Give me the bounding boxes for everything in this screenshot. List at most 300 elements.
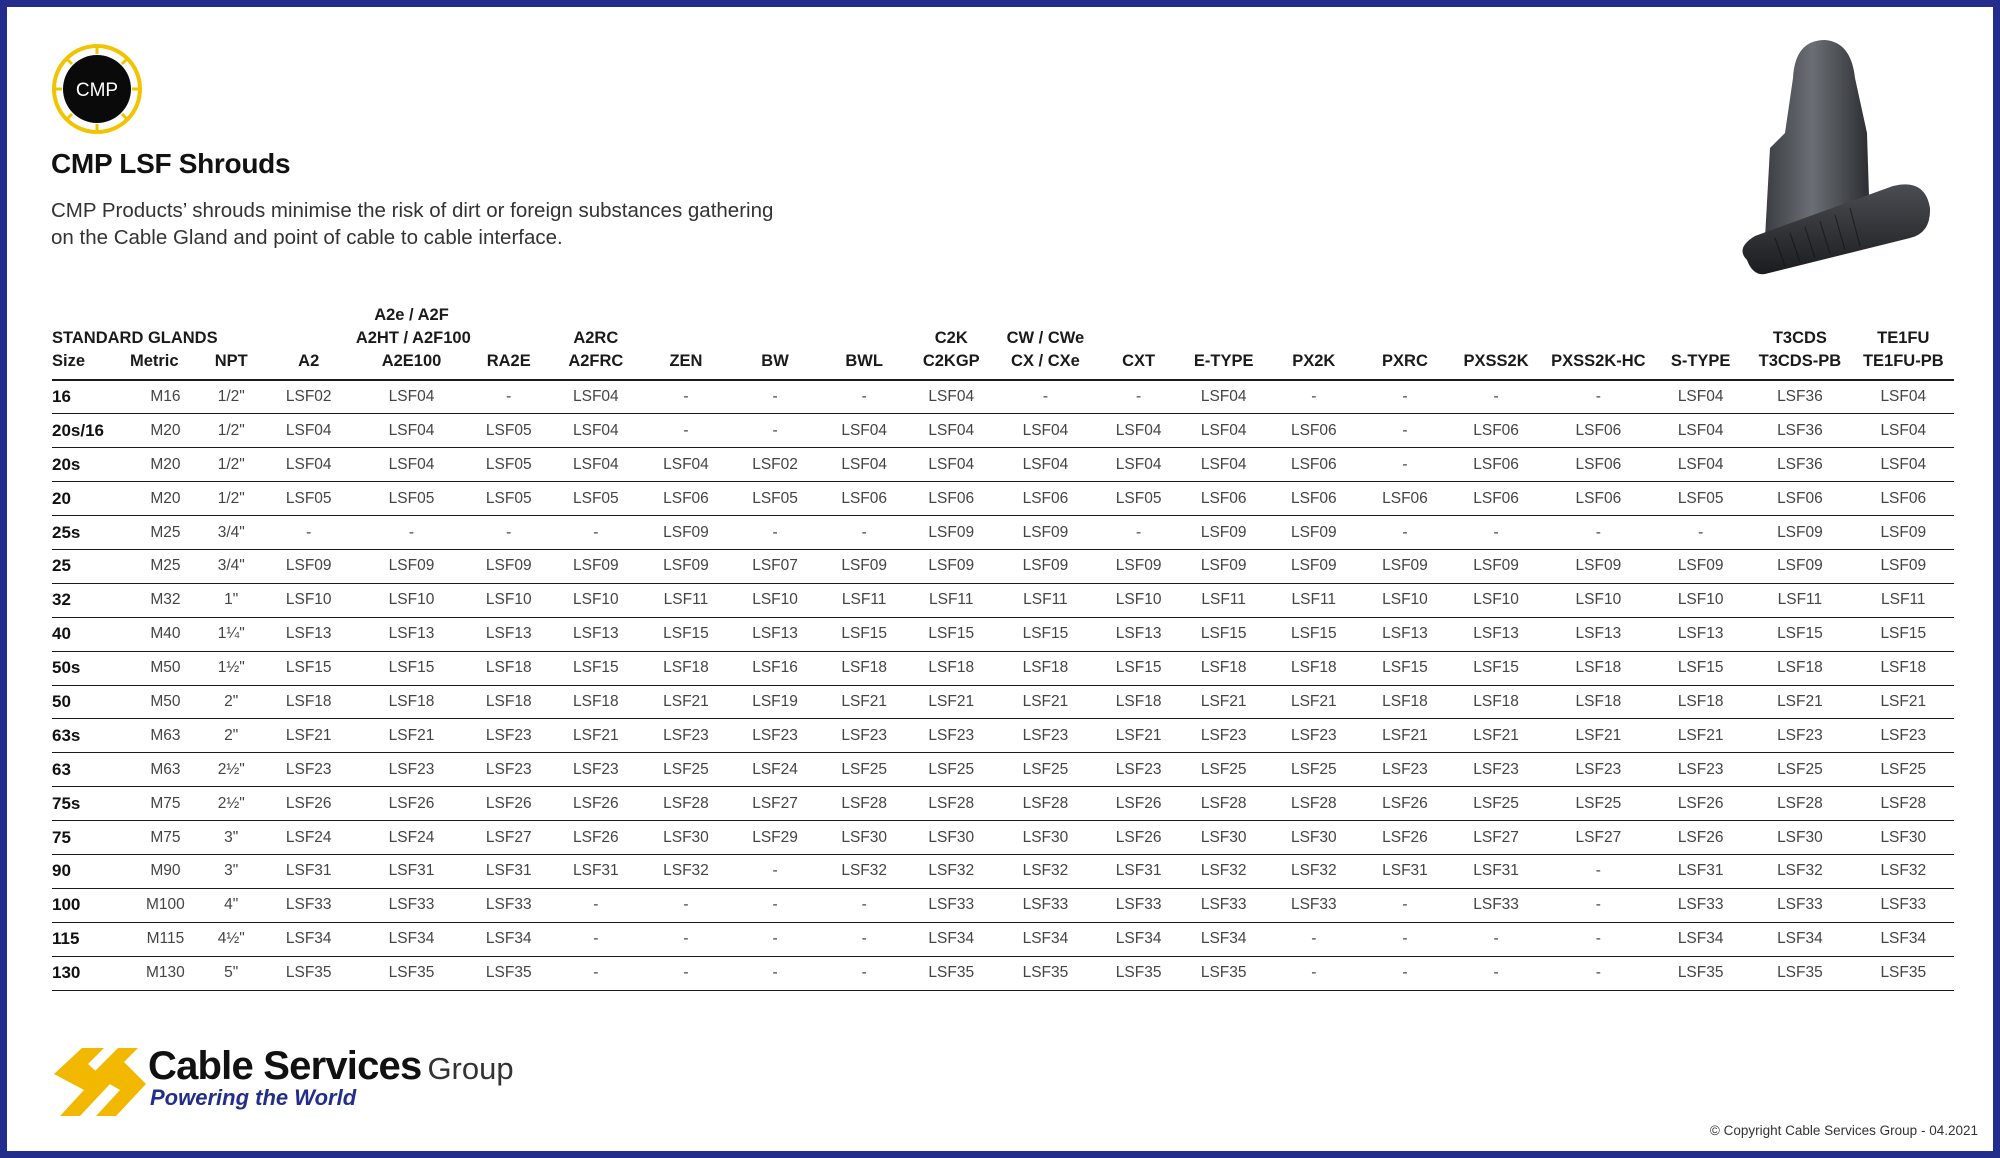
shroud-code-cell: - [1267,380,1360,414]
shroud-code-cell: LSF04 [1853,448,1954,482]
row-npt: 1" [201,583,262,617]
shroud-code-cell: LSF05 [1097,482,1180,516]
cmp-logo [52,44,142,134]
shroud-code-cell: LSF21 [1360,719,1449,753]
shroud-code-cell: LSF10 [550,583,641,617]
shroud-code-cell: LSF35 [1654,956,1747,990]
shroud-code-cell: LSF24 [262,821,356,855]
shroud-code-cell: LSF04 [909,380,994,414]
row-size: 20 [52,482,130,516]
shroud-code-cell: LSF02 [731,448,820,482]
shroud-code-cell: LSF09 [1180,516,1267,550]
shroud-code-cell: LSF06 [1543,482,1654,516]
row-size: 20s [52,448,130,482]
shroud-code-cell: LSF26 [1360,821,1449,855]
row-metric: M75 [130,787,201,821]
shroud-code-cell: LSF06 [1543,414,1654,448]
shroud-code-cell: LSF26 [1360,787,1449,821]
shroud-code-cell: - [641,380,730,414]
shroud-code-cell: LSF04 [356,448,467,482]
table-row [52,956,1954,990]
shroud-code-cell: LSF34 [1853,922,1954,956]
column-header: PX2K [1267,304,1360,380]
shroud-code-cell: LSF36 [1747,414,1852,448]
shroud-code-cell: - [641,922,730,956]
row-metric: M63 [130,753,201,787]
shroud-code-cell: LSF21 [1180,685,1267,719]
shroud-code-cell: LSF09 [909,516,994,550]
shroud-code-cell: LSF09 [1853,516,1954,550]
shroud-code-cell: LSF18 [994,651,1097,685]
row-metric: M75 [130,821,201,855]
shroud-code-cell: LSF23 [467,753,550,787]
shroud-code-cell: LSF27 [467,821,550,855]
shroud-code-cell: LSF06 [1180,482,1267,516]
shroud-code-cell: LSF25 [1543,787,1654,821]
shroud-code-cell: LSF23 [356,753,467,787]
shroud-code-cell: - [1267,922,1360,956]
shroud-code-cell: LSF05 [1654,482,1747,516]
row-metric: M63 [130,719,201,753]
shroud-code-cell: LSF04 [1654,380,1747,414]
shroud-code-cell: LSF06 [909,482,994,516]
shroud-code-cell: - [550,922,641,956]
shroud-code-cell: LSF10 [1654,583,1747,617]
shroud-code-cell: - [356,516,467,550]
row-size: 16 [52,380,130,414]
shroud-code-cell: LSF21 [1543,719,1654,753]
shroud-code-cell: LSF05 [467,414,550,448]
column-header: TE1FU TE1FU-PB [1853,304,1954,380]
shroud-code-cell: LSF21 [641,685,730,719]
row-npt: 1/2" [201,448,262,482]
shroud-code-cell: LSF32 [909,854,994,888]
shroud-code-cell: LSF32 [641,854,730,888]
shroud-code-cell: - [467,380,550,414]
row-metric: M20 [130,482,201,516]
shroud-code-cell: LSF35 [1180,956,1267,990]
shroud-code-cell: LSF04 [550,380,641,414]
row-size: 100 [52,888,130,922]
shroud-code-cell: LSF05 [262,482,356,516]
shroud-code-cell: LSF28 [1853,787,1954,821]
shroud-code-cell: LSF25 [820,753,909,787]
shroud-code-cell: LSF10 [1360,583,1449,617]
shroud-code-cell: LSF23 [641,719,730,753]
shroud-code-cell: LSF16 [731,651,820,685]
shroud-code-cell: LSF33 [1097,888,1180,922]
column-header: A2RC A2FRC [550,304,641,380]
shroud-code-cell: LSF13 [1543,617,1654,651]
shroud-code-cell: LSF18 [1267,651,1360,685]
shroud-code-cell: LSF09 [1450,549,1543,583]
shroud-code-cell: LSF18 [356,685,467,719]
table-row [52,583,1954,617]
shroud-code-cell: LSF21 [1654,719,1747,753]
shroud-code-cell: LSF18 [820,651,909,685]
shroud-code-cell: LSF18 [641,651,730,685]
shroud-code-cell: - [1360,888,1449,922]
column-header: RA2E [467,304,550,380]
shroud-code-cell: LSF21 [550,719,641,753]
row-metric: M25 [130,549,201,583]
shroud-code-cell: LSF09 [1097,549,1180,583]
row-npt: 3/4" [201,549,262,583]
shroud-code-cell: LSF30 [1267,821,1360,855]
page-title: CMP LSF Shrouds [51,148,291,179]
shroud-code-cell: LSF30 [1853,821,1954,855]
shroud-code-cell: LSF23 [1097,753,1180,787]
shroud-code-cell: LSF04 [356,380,467,414]
shroud-code-cell: LSF04 [550,448,641,482]
shroud-code-cell: LSF15 [1853,617,1954,651]
shroud-code-cell: LSF34 [467,922,550,956]
table-row [52,482,1954,516]
shroud-code-cell: LSF06 [1360,482,1449,516]
shroud-code-cell: LSF23 [1654,753,1747,787]
shroud-code-cell: LSF06 [1853,482,1954,516]
shroud-code-cell: - [1543,922,1654,956]
row-npt: 1¼" [201,617,262,651]
shroud-code-cell: LSF11 [1267,583,1360,617]
row-size: 75s [52,787,130,821]
shroud-code-cell: LSF35 [262,956,356,990]
shroud-code-cell: LSF06 [1450,482,1543,516]
row-size: 63s [52,719,130,753]
shroud-code-cell: LSF04 [1097,414,1180,448]
shroud-code-cell: LSF21 [356,719,467,753]
row-metric: M16 [130,380,201,414]
shroud-code-cell: LSF04 [1853,380,1954,414]
shroud-code-cell: LSF04 [820,414,909,448]
shroud-code-cell: - [641,888,730,922]
shroud-code-cell: LSF06 [1267,448,1360,482]
shroud-code-cell: LSF09 [641,516,730,550]
shroud-code-cell: LSF11 [1853,583,1954,617]
shroud-code-cell: - [1267,956,1360,990]
shroud-code-cell: - [1360,414,1449,448]
table-row [52,719,1954,753]
shroud-code-cell: - [1543,854,1654,888]
shroud-code-cell: LSF05 [731,482,820,516]
shroud-code-cell: LSF21 [1450,719,1543,753]
shroud-code-cell: LSF18 [262,685,356,719]
shroud-code-cell: LSF10 [1097,583,1180,617]
shroud-code-cell: LSF10 [731,583,820,617]
shroud-code-cell: LSF09 [820,549,909,583]
shroud-code-cell: LSF25 [1267,753,1360,787]
shroud-code-cell: LSF33 [1450,888,1543,922]
shroud-code-cell: LSF31 [356,854,467,888]
shroud-code-cell: LSF25 [994,753,1097,787]
row-npt: 5" [201,956,262,990]
shroud-code-cell: LSF32 [994,854,1097,888]
shroud-code-cell: LSF23 [994,719,1097,753]
shroud-code-cell: LSF33 [1853,888,1954,922]
shroud-code-cell: LSF13 [1360,617,1449,651]
shroud-code-cell: LSF15 [820,617,909,651]
shroud-code-cell: LSF33 [994,888,1097,922]
shroud-code-cell: LSF33 [262,888,356,922]
shroud-code-cell: LSF18 [1543,685,1654,719]
shroud-code-cell: LSF33 [909,888,994,922]
shroud-code-cell: - [1360,922,1449,956]
shroud-code-cell: - [1450,516,1543,550]
row-npt: 4" [201,888,262,922]
shroud-code-cell: LSF23 [1360,753,1449,787]
shroud-code-cell: LSF28 [820,787,909,821]
row-size: 90 [52,854,130,888]
row-size: 25s [52,516,130,550]
shroud-code-cell: LSF15 [1097,651,1180,685]
shroud-code-cell: LSF06 [1543,448,1654,482]
shroud-code-cell: - [641,956,730,990]
shroud-code-cell: LSF04 [356,414,467,448]
shroud-code-cell: LSF13 [1097,617,1180,651]
shroud-code-cell: LSF36 [1747,380,1852,414]
shroud-code-cell: LSF18 [1450,685,1543,719]
shroud-code-cell: LSF23 [1747,719,1852,753]
logo-text: CMP [75,80,119,101]
shroud-code-cell: LSF18 [1543,651,1654,685]
shroud-code-cell: LSF34 [1654,922,1747,956]
table-row [52,448,1954,482]
table-row [52,854,1954,888]
row-size: 50 [52,685,130,719]
shroud-code-cell: LSF09 [467,549,550,583]
shroud-code-cell: LSF25 [1450,787,1543,821]
column-header: E-TYPE [1180,304,1267,380]
row-npt: 1/2" [201,414,262,448]
row-npt: 3" [201,854,262,888]
row-npt: 1½" [201,651,262,685]
row-npt: 4½" [201,922,262,956]
shroud-code-cell: - [1360,448,1449,482]
table-row [52,821,1954,855]
shroud-code-cell: LSF33 [1747,888,1852,922]
shroud-code-cell: LSF23 [820,719,909,753]
shroud-code-cell: LSF04 [909,448,994,482]
shroud-code-cell: LSF10 [262,583,356,617]
shroud-code-cell: LSF29 [731,821,820,855]
shroud-code-cell: LSF09 [356,549,467,583]
shroud-code-cell: LSF09 [1267,516,1360,550]
shroud-code-cell: LSF18 [1654,685,1747,719]
shroud-code-cell: LSF09 [641,549,730,583]
shroud-code-cell: LSF31 [1360,854,1449,888]
shroud-code-cell: LSF18 [550,685,641,719]
shroud-code-cell: LSF30 [994,821,1097,855]
shroud-code-cell: LSF15 [1747,617,1852,651]
row-npt: 2" [201,719,262,753]
shroud-code-cell: LSF30 [820,821,909,855]
shroud-code-cell: LSF32 [1853,854,1954,888]
table-row [52,888,1954,922]
row-metric: M115 [130,922,201,956]
shroud-code-cell: LSF31 [262,854,356,888]
shroud-code-cell: LSF21 [1267,685,1360,719]
row-metric: M20 [130,414,201,448]
shroud-code-cell: LSF32 [1180,854,1267,888]
shroud-code-cell: LSF36 [1747,448,1852,482]
shroud-code-cell: - [731,414,820,448]
shroud-code-cell: - [1450,956,1543,990]
table-row [52,549,1954,583]
shroud-code-cell: LSF31 [550,854,641,888]
shroud-code-cell: - [1450,922,1543,956]
shroud-code-cell: LSF09 [1180,549,1267,583]
table-row [52,414,1954,448]
shroud-code-cell: LSF24 [731,753,820,787]
shroud-code-cell: LSF15 [356,651,467,685]
shroud-code-cell: LSF09 [994,549,1097,583]
shroud-code-cell: LSF26 [1654,821,1747,855]
row-size: 50s [52,651,130,685]
shroud-code-cell: LSF21 [1853,685,1954,719]
shroud-code-cell: LSF15 [262,651,356,685]
shroud-code-cell: LSF27 [1543,821,1654,855]
column-header: A2e / A2F A2HT / A2F100 A2E100 [356,304,467,380]
row-size: 75 [52,821,130,855]
shroud-code-cell: LSF11 [909,583,994,617]
shroud-code-cell: - [1543,888,1654,922]
shroud-code-cell: LSF04 [994,448,1097,482]
shroud-selection-table [52,304,1954,991]
shroud-code-cell: LSF04 [1654,448,1747,482]
shroud-code-cell: LSF05 [356,482,467,516]
shroud-code-cell: LSF26 [550,821,641,855]
table-row [52,516,1954,550]
shroud-code-cell: LSF04 [641,448,730,482]
shroud-code-cell: LSF06 [1747,482,1852,516]
shroud-code-cell: LSF18 [1097,685,1180,719]
shroud-code-cell: LSF33 [1654,888,1747,922]
shroud-code-cell: LSF25 [1747,753,1852,787]
shroud-code-cell: LSF09 [262,549,356,583]
shroud-code-cell: LSF30 [909,821,994,855]
shroud-code-cell: LSF04 [550,414,641,448]
shroud-code-cell: LSF15 [1654,651,1747,685]
shroud-code-cell: LSF25 [909,753,994,787]
shroud-code-cell: LSF33 [1267,888,1360,922]
shroud-code-cell: LSF06 [1450,448,1543,482]
column-header: NPT [201,304,262,380]
shroud-code-cell: LSF15 [909,617,994,651]
shroud-code-cell: LSF18 [467,651,550,685]
shroud-code-cell: - [731,380,820,414]
row-metric: M32 [130,583,201,617]
shroud-code-cell: LSF04 [1180,448,1267,482]
shroud-code-cell: LSF09 [550,549,641,583]
shroud-code-cell: LSF21 [909,685,994,719]
shroud-code-cell: LSF31 [1097,854,1180,888]
shroud-code-cell: LSF25 [641,753,730,787]
shroud-code-cell: LSF04 [909,414,994,448]
company-tagline: Powering the World [150,1085,357,1110]
shroud-code-cell: LSF28 [1747,787,1852,821]
shroud-code-cell: LSF34 [1747,922,1852,956]
shroud-code-cell: LSF02 [262,380,356,414]
row-npt: 2" [201,685,262,719]
table-row [52,753,1954,787]
column-header: A2 [262,304,356,380]
shroud-code-cell: LSF18 [1180,651,1267,685]
row-metric: M20 [130,448,201,482]
row-size: 25 [52,549,130,583]
column-header: T3CDS T3CDS-PB [1747,304,1852,380]
shroud-code-cell: - [731,516,820,550]
shroud-code-cell: LSF09 [909,549,994,583]
shroud-code-cell: LSF10 [467,583,550,617]
shroud-code-cell: LSF23 [1180,719,1267,753]
copyright-text: © Copyright Cable Services Group - 04.2021 [1709,1123,1978,1138]
row-size: 115 [52,922,130,956]
row-npt: 2½" [201,787,262,821]
shroud-code-cell: LSF21 [820,685,909,719]
shroud-code-cell: LSF27 [1450,821,1543,855]
company-name: Cable Services Group [148,1044,514,1088]
row-metric: M40 [130,617,201,651]
shroud-code-cell: - [1360,956,1449,990]
shroud-code-cell: - [731,888,820,922]
shroud-code-cell: LSF04 [1853,414,1954,448]
shroud-code-cell: LSF11 [820,583,909,617]
shroud-code-cell: - [1097,380,1180,414]
shroud-code-cell: LSF23 [550,753,641,787]
shroud-code-cell: LSF35 [467,956,550,990]
shroud-code-cell: - [641,414,730,448]
shroud-code-cell: LSF13 [262,617,356,651]
shroud-code-cell: LSF26 [1097,821,1180,855]
row-npt: 3/4" [201,516,262,550]
column-header: C2K C2KGP [909,304,994,380]
shroud-code-cell: LSF13 [550,617,641,651]
column-header: ZEN [641,304,730,380]
shroud-code-cell: - [1543,956,1654,990]
shroud-code-cell: LSF11 [994,583,1097,617]
shroud-code-cell: LSF18 [1360,685,1449,719]
shroud-code-cell: LSF18 [909,651,994,685]
shroud-code-cell: LSF04 [1097,448,1180,482]
shroud-code-cell: LSF34 [356,922,467,956]
shroud-code-cell: - [1097,516,1180,550]
shroud-code-cell: LSF28 [994,787,1097,821]
shroud-code-cell: LSF09 [1654,549,1747,583]
company-suffix: Group [427,1051,514,1086]
shroud-code-cell: LSF26 [550,787,641,821]
row-size: 20s/16 [52,414,130,448]
shroud-code-cell: LSF09 [1747,516,1852,550]
shroud-code-cell: LSF26 [262,787,356,821]
shroud-code-cell: LSF04 [262,448,356,482]
shroud-code-cell: LSF21 [262,719,356,753]
shroud-code-cell: LSF23 [262,753,356,787]
shroud-code-cell: LSF13 [1654,617,1747,651]
shroud-code-cell: LSF15 [641,617,730,651]
shroud-code-cell: LSF07 [731,549,820,583]
shroud-code-cell: LSF04 [994,414,1097,448]
shroud-code-cell: LSF30 [1747,821,1852,855]
column-header: STANDARD GLANDS Size [52,304,130,380]
shroud-code-cell: LSF26 [1097,787,1180,821]
table-row [52,685,1954,719]
shroud-code-cell: LSF04 [820,448,909,482]
shroud-code-cell: LSF30 [641,821,730,855]
column-header: PXSS2K-HC [1543,304,1654,380]
shroud-code-cell: LSF25 [1180,753,1267,787]
shroud-code-cell: LSF21 [994,685,1097,719]
shroud-code-cell: LSF23 [1450,753,1543,787]
